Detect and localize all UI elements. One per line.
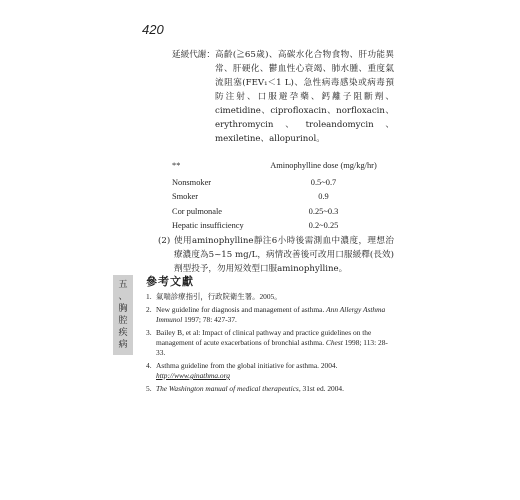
table-row xyxy=(172,204,387,218)
side-tab-char: 五 xyxy=(118,280,128,290)
side-tab-char: 、 xyxy=(118,292,128,302)
references-heading: 參考文獻 xyxy=(146,275,194,288)
reference-item xyxy=(146,328,396,358)
reference-number: 3. xyxy=(146,328,152,337)
dose-table-header xyxy=(172,158,387,172)
chapter-side-tab xyxy=(113,275,133,355)
condition-cell: Hepatic insufficiency xyxy=(172,221,244,231)
side-tab-char: 胸 xyxy=(118,304,128,314)
reference-text: New guideline for diagnosis and management of asthma. xyxy=(156,305,327,314)
table-row xyxy=(172,219,387,233)
reference-number: 2. xyxy=(146,305,152,314)
delayed-metabolism-label: 延緩代謝： xyxy=(172,50,215,60)
page-number: 420 xyxy=(142,22,164,37)
reference-citation: , 31st ed. 2004. xyxy=(298,384,344,393)
reference-link[interactable]: http://www.ginathma.org xyxy=(156,371,230,380)
aminophylline-dose-table xyxy=(172,158,387,233)
dose-cell: 0.25~0.3 xyxy=(308,206,339,216)
reference-citation: 1998; 113: 28-33. xyxy=(156,338,388,357)
reference-item xyxy=(146,361,396,381)
reference-text: Asthma guideline from the global initiative for asthma. 2004. xyxy=(156,361,338,370)
side-tab-char: 病 xyxy=(118,340,128,350)
references-list xyxy=(146,292,396,397)
paragraph-text: 使用aminophylline靜注6小時後需測血中濃度，理想治療濃度為5~15 mg/L，病情改善後可改用口服緩釋(長效)劑型投予，勿用短效型口服aminophylline。 xyxy=(174,236,394,274)
journal-title: Ann Allergy Asthma Immunol xyxy=(156,305,386,324)
reference-number: 1. xyxy=(146,292,152,301)
reference-number: 5. xyxy=(146,384,152,393)
condition-cell: Smoker xyxy=(172,192,199,202)
reference-citation: 1997; 78: 427-37. xyxy=(182,315,237,324)
journal-title: Chest xyxy=(325,338,343,347)
dose-table-header-label: Aminophylline dose (mg/kg/hr) xyxy=(270,160,377,170)
condition-cell: Nonsmoker xyxy=(172,178,212,188)
reference-item xyxy=(146,292,396,302)
book-title: The Washington manual of medical therapeutics xyxy=(156,384,299,393)
dose-cell: 0.9 xyxy=(318,192,329,202)
reference-text: Bailey B, et al: Impact of clinical pathway and practice guidelines on the management of acute exacerbations of bronchial asthma. xyxy=(156,328,372,347)
delayed-metabolism-block xyxy=(172,48,394,146)
condition-cell: Cor pulmonale xyxy=(172,206,223,216)
monitoring-paragraph xyxy=(158,234,394,276)
table-row xyxy=(172,175,387,189)
reference-text: 氣喘診療指引，行政院衛生署。2005。 xyxy=(156,292,282,301)
dose-cell: 0.5~0.7 xyxy=(310,178,337,188)
reference-item xyxy=(146,305,396,325)
delayed-metabolism-text: 高齡(≧65歲)、高碳水化合物食物、肝功能異常、肝硬化、鬱血性心衰竭、肺水腫、重度氣流阻塞(FEV₁＜1 L)、急性病毒感染或病毒預防注射、口服避孕藥、鈣離子阻斷劑、cimetidine、ciprofloxacin、norfloxacin、erythromycin、troleandomycin、mexiletine、allopurinol。 xyxy=(215,50,394,144)
reference-item xyxy=(146,384,396,394)
dose-table-marker: ** xyxy=(172,160,181,170)
reference-number: 4. xyxy=(146,361,152,370)
side-tab-char: 疾 xyxy=(118,328,128,338)
paragraph-number: (2) xyxy=(158,236,171,246)
table-row xyxy=(172,190,387,204)
dose-cell: 0.2~0.25 xyxy=(308,221,339,231)
side-tab-char: 腔 xyxy=(118,316,128,326)
